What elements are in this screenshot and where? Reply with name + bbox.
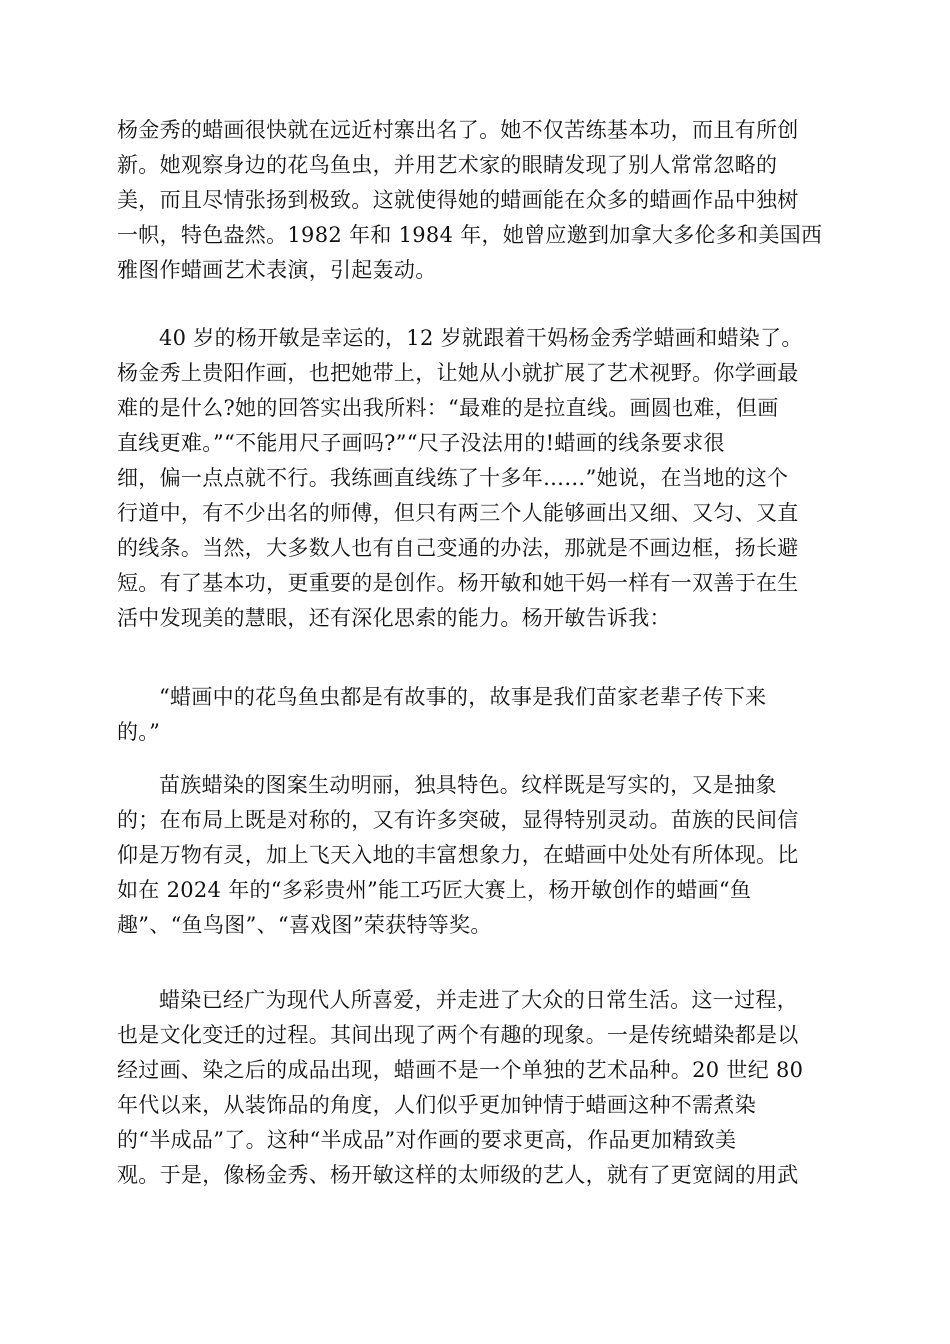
text-line: 美，而且尽情张扬到极致。这就使得她的蜡画能在众多的蜡画作品中独树: [117, 188, 799, 212]
text-line: 杨金秀的蜡画很快就在远近村寨出名了。她不仅苦练基本功，而且有所创: [117, 118, 799, 142]
text-line: 杨金秀上贵阳作画，也把她带上，让她从小就扩展了艺术视野。你学画最: [117, 361, 799, 385]
text-line: 经过画、染之后的成品出现，蜡画不是一个单独的艺术品种。20 世纪 80: [117, 1058, 804, 1082]
paragraph-miao-patterns: [117, 768, 833, 943]
text-line: 的“半成品”了。这种“半成品”对作画的要求更高，作品更加精致美: [117, 1128, 737, 1152]
text-line: 40 岁的杨开敏是幸运的，12 岁就跟着干妈杨金秀学蜡画和蜡染了。: [159, 326, 803, 350]
text-line: 蜡染已经广为现代人所喜爱，并走进了大众的日常生活。这一过程，: [159, 988, 798, 1012]
paragraph-yang-jinxiu-fame: [117, 113, 833, 288]
text-line: 一帜，特色盎然。1982 年和 1984 年，她曾应邀到加拿大多伦多和美国西: [117, 223, 823, 247]
text-line: 仰是万物有灵，加上飞天入地的丰富想象力，在蜡画中处处有所体现。比: [117, 843, 799, 867]
text-line: 行道中，有不少出名的师傅，但只有两三个人能够画出又细、又匀、又直: [117, 501, 799, 525]
paragraph-quote: [117, 680, 833, 750]
text-line: 细，偏一点点就不行。我练画直线练了十多年……”她说，在当地的这个: [117, 466, 789, 490]
text-line: 年代以来，从装饰品的角度，人们似乎更加钟情于蜡画这种不需煮染: [117, 1093, 756, 1117]
text-line: 也是文化变迁的过程。其间出现了两个有趣的现象。一是传统蜡染都是以: [117, 1023, 799, 1047]
text-line: 的；在布局上既是对称的，又有许多突破，显得特别灵动。苗族的民间信: [117, 808, 799, 832]
paragraph-yang-kaimin-training: [117, 321, 833, 636]
paragraph-cultural-change: [117, 983, 833, 1193]
text-line: 观。于是，像杨金秀、杨开敏这样的太师级的艺人，就有了更宽阔的用武: [117, 1163, 799, 1187]
text-line: 趣”、“鱼鸟图”、“喜戏图”荣获特等奖。: [117, 913, 492, 937]
text-line: 雅图作蜡画艺术表演，引起轰动。: [117, 258, 437, 282]
text-line: 苗族蜡染的图案生动明丽，独具特色。纹样既是写实的，又是抽象: [159, 773, 777, 797]
text-line: 的。”: [117, 720, 161, 744]
text-line: 直线更难。”“不能用尺子画吗?”“尺子没法用的!蜡画的线条要求很: [117, 431, 725, 455]
text-line: 的线条。当然，大多数人也有自己变通的办法，那就是不画边框，扬长避: [117, 536, 799, 560]
text-line: 难的是什么?她的回答实出我所料：“最难的是拉直线。画圆也难，但画: [117, 396, 779, 420]
text-line: 短。有了基本功，更重要的是创作。杨开敏和她干妈一样有一双善于在生: [117, 571, 799, 595]
text-line: 新。她观察身边的花鸟鱼虫，并用艺术家的眼睛发现了别人常常忽略的: [117, 153, 778, 177]
text-line: 如在 2024 年的“多彩贵州”能工巧匠大赛上，杨开敏创作的蜡画“鱼: [117, 878, 752, 902]
text-line: “蜡画中的花鸟鱼虫都是有故事的，故事是我们苗家老辈子传下来: [159, 685, 767, 709]
text-line: 活中发现美的慧眼，还有深化思索的能力。杨开敏告诉我：: [117, 606, 671, 630]
